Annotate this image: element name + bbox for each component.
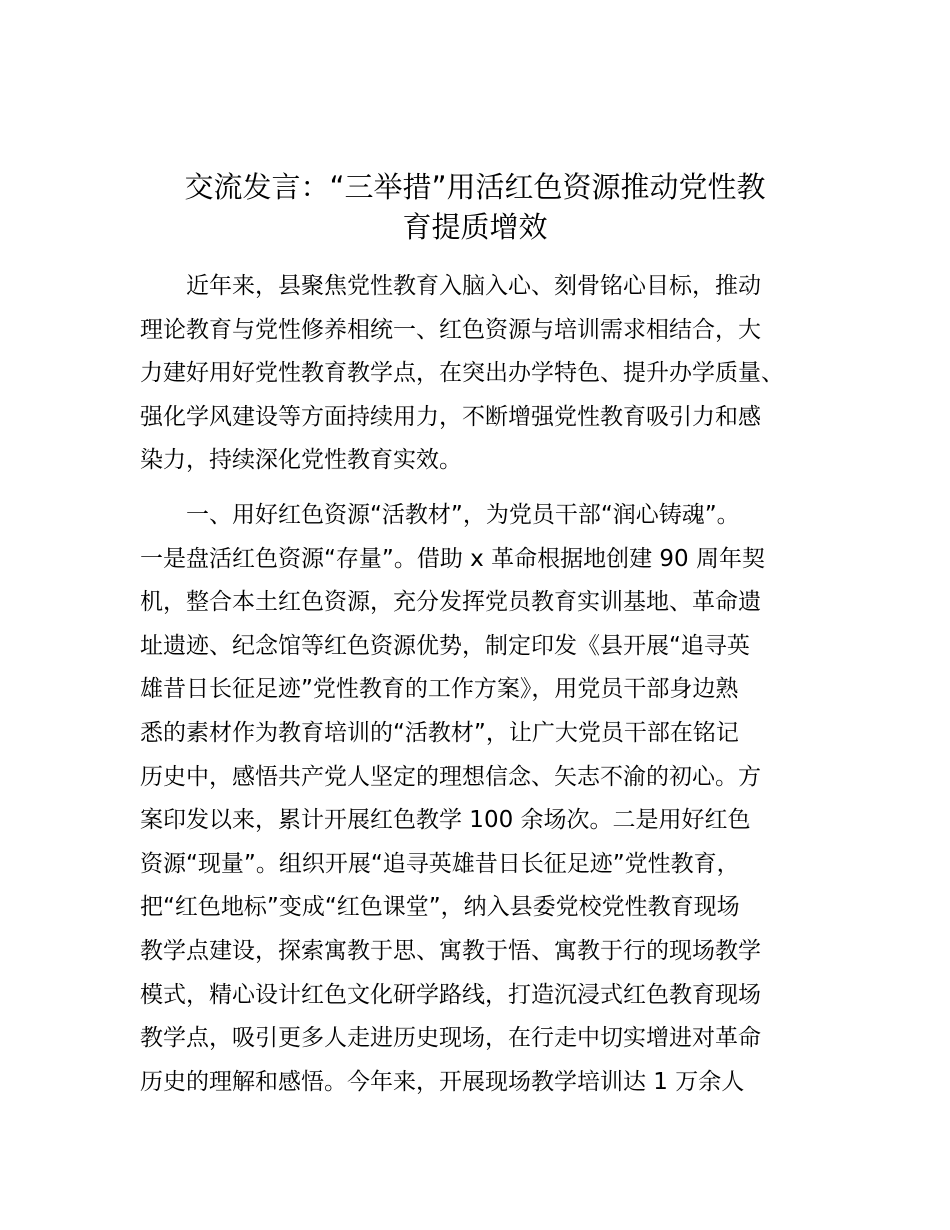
text-line: 教学点建设，探索寓教于思、寓教于悟、寓教于行的现场教学 <box>140 937 761 964</box>
text-line: 理论教育与党性修养相统一、红色资源与培训需求相结合，大 <box>140 316 761 343</box>
title-line-1: 交流发言：“三举措”用活红色资源推动党性教 <box>184 170 766 204</box>
text-line: 址遗迹、纪念馆等红色资源优势，制定印发《县开展“追寻英 <box>140 632 750 659</box>
text-line: 雄昔日长征足迹”党性教育的工作方案》，用党员干部身边熟 <box>140 676 739 703</box>
text-line: 近年来，县聚焦党性教育入脑入心、刻骨铭心目标，推动 <box>140 273 761 299</box>
text-line: 悉的素材作为教育培训的“活教材”，让广大党员干部在铭记 <box>140 719 739 746</box>
paragraph-intro <box>140 265 830 483</box>
text-line: 机，整合本土红色资源，充分发挥党员教育实训基地、革命遗 <box>140 589 761 616</box>
text-line: 染力，持续深化党性教育实效。 <box>140 447 462 474</box>
title-line-2: 育提质增效 <box>402 210 548 244</box>
text-line: 案印发以来，累计开展红色教学 100 余场次。二是用好红色 <box>140 807 751 834</box>
text-line: 历史中，感悟共产党人坚定的理想信念、矢志不渝的初心。方 <box>140 763 761 790</box>
text-line: 教学点，吸引更多人走进历史现场，在行走中切实增进对革命 <box>140 1025 761 1052</box>
text-line: 把“红色地标”变成“红色课堂”，纳入县委党校党性教育现场 <box>140 894 740 921</box>
text-line: 历史的理解和感悟。今年来，开展现场教学培训达 1 万余人 <box>140 1068 745 1095</box>
text-line: 资源“现量”。组织开展“追寻英雄昔日长征足迹”党性教育， <box>140 850 740 877</box>
paragraph-section-one <box>140 494 830 1104</box>
text-line: 一是盘活红色资源“存量”。借助 x 革命根据地创建 90 周年契 <box>140 545 765 572</box>
text-line: 一、用好红色资源“活教材”，为党员干部“润心铸魂”。 <box>140 502 740 528</box>
text-line: 力建好用好党性教育教学点，在突出办学特色、提升办学质量、 <box>140 360 784 387</box>
text-line: 模式，精心设计红色文化研学路线，打造沉浸式红色教育现场 <box>140 981 761 1008</box>
text-line: 强化学风建设等方面持续用力，不断增强党性教育吸引力和感 <box>140 403 761 430</box>
document-title <box>110 167 840 247</box>
